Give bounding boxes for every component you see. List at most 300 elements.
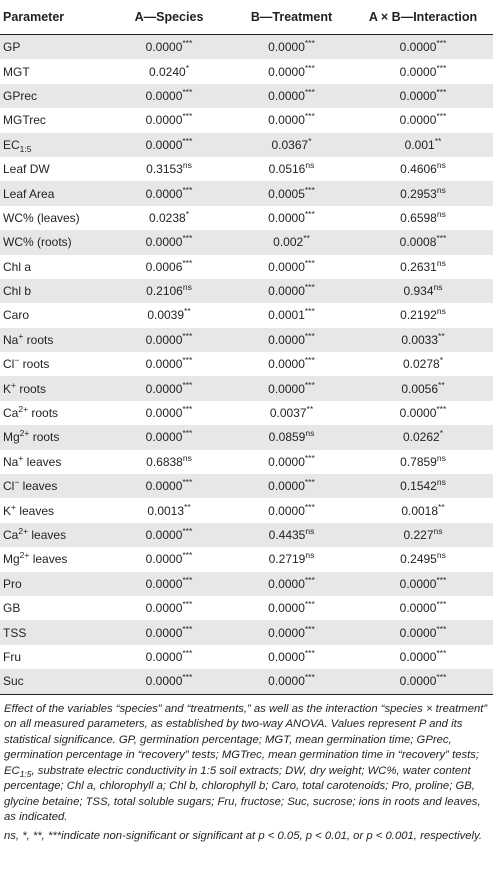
interaction-p-value-cell: [353, 376, 493, 400]
treatment-p-value-cell: [230, 133, 353, 157]
significance-mark: **: [438, 379, 445, 390]
species-p-value-cell: [108, 133, 230, 157]
ion-charge: 2+: [18, 526, 29, 536]
treatment-p-value-cell: [230, 401, 353, 425]
parameter-name: Fru: [3, 649, 21, 664]
significance-mark: ***: [182, 404, 193, 415]
species-p-value-cell: [108, 352, 230, 376]
table-row: [0, 620, 493, 644]
parameter-cell: [0, 108, 108, 132]
species-p-value: 0.0000: [145, 186, 183, 201]
significance-mark: ***: [182, 526, 193, 536]
significance-mark: **: [438, 501, 445, 512]
parameter-name: Na: [3, 454, 19, 469]
species-p-value-cell: [108, 255, 230, 279]
table-row: [0, 181, 493, 205]
footnote-text-2: , substrate electric conductivity in 1:5 soil extracts; DW, dry weight; WC%, water content percentage; Chl a, chlorophyll a; Chl b, chlorophyll b; Caro, total carotenoids; Pro, proline; GB, glycine betaine; TSS, total soluble sugars; Fru, fructose; Suc, sucrose; ions in roots and leaves, as indicated.: [4, 764, 481, 824]
treatment-p-value: 0.2719: [268, 552, 306, 567]
interaction-p-value: 0.0000: [399, 64, 437, 79]
table-row: [0, 669, 493, 693]
ion-charge: −: [14, 477, 20, 488]
species-p-value: 0.6838: [146, 454, 183, 469]
significance-mark: ns: [436, 160, 446, 171]
interaction-p-value-cell: [353, 35, 493, 60]
ion-charge: +: [11, 501, 16, 512]
footnote-description: [4, 702, 489, 826]
parameter-cell: [0, 450, 108, 474]
interaction-p-value: 0.0000: [399, 576, 437, 591]
significance-mark: ***: [304, 501, 315, 512]
parameter-cell: [0, 401, 108, 425]
parameter-name: GPrec: [3, 88, 38, 103]
parameter-name: Na: [3, 332, 19, 347]
parameter-name: Cl: [3, 357, 15, 372]
table-body: [0, 35, 493, 694]
significance-mark: ns: [436, 306, 446, 317]
significance-mark: ***: [304, 647, 315, 658]
significance-mark: ***: [436, 86, 447, 97]
significance-mark: ***: [436, 111, 447, 122]
significance-mark: **: [434, 135, 442, 146]
treatment-p-value: 0.0000: [268, 479, 305, 494]
significance-mark: ns: [182, 160, 192, 171]
footnote-text-1: Effect of the variables “species” and “treatments,” as well as the interaction “species × treatment” on all measured parameters, as established by two-way ANOVA. Values represent P and its statistical significance. GP, germination percentage; MGT, mean germination time; GPrec, germination percentage in “recovery” tests; MGTrec, mean germination time in “recovery” tests; EC: [4, 702, 488, 777]
species-p-value: 0.0039: [147, 308, 185, 323]
significance-mark: ns: [182, 452, 192, 463]
significance-mark: ***: [304, 257, 315, 268]
interaction-p-value-cell: [353, 59, 493, 83]
species-p-value-cell: [108, 157, 230, 181]
interaction-p-value: 0.0056: [401, 381, 439, 396]
table-row: [0, 157, 493, 181]
parameter-name: Pro: [3, 576, 22, 591]
table-row: [0, 279, 493, 303]
table-row: [0, 450, 493, 474]
treatment-p-value: 0.0859: [268, 430, 306, 445]
treatment-p-value-cell: [230, 84, 353, 108]
species-p-value: 0.0000: [145, 625, 183, 640]
significance-mark: ns: [436, 208, 446, 219]
significance-mark: ***: [182, 574, 193, 585]
significance-mark: ***: [304, 672, 315, 683]
significance-mark: *: [439, 428, 443, 439]
treatment-p-value: 0.0037: [269, 406, 307, 421]
species-p-value: 0.0000: [145, 576, 183, 591]
interaction-p-value-cell: [353, 572, 493, 596]
significance-mark: ns: [305, 428, 315, 439]
treatment-p-value-cell: [230, 620, 353, 644]
treatment-p-value-cell: [230, 547, 353, 571]
table-row: [0, 108, 493, 132]
parameter-cell: [0, 230, 108, 254]
table-row: [0, 230, 493, 254]
species-p-value: 0.0000: [145, 528, 183, 542]
interaction-p-value: 0.0000: [399, 625, 437, 640]
significance-mark: **: [184, 306, 191, 317]
significance-mark: ***: [436, 574, 447, 585]
species-p-value-cell: [108, 279, 230, 303]
treatment-p-value: 0.0000: [268, 674, 305, 689]
parameter-name: Mg: [3, 430, 20, 445]
parameter-name: K: [3, 503, 12, 518]
ion-charge: +: [18, 452, 24, 463]
significance-mark: ns: [305, 550, 315, 561]
interaction-p-value-cell: [353, 498, 493, 522]
parameter-cell: [0, 279, 108, 303]
treatment-p-value: 0.4435: [268, 528, 306, 542]
significance-mark: ***: [436, 404, 447, 415]
interaction-p-value: 0.2631: [400, 259, 437, 274]
treatment-p-value: 0.0005: [268, 186, 305, 201]
significance-mark: *: [439, 355, 443, 366]
treatment-p-value-cell: [230, 523, 353, 547]
parameter-suffix: leaves: [28, 528, 67, 542]
table-row: [0, 376, 493, 400]
footnote-ec-subscript: 1:5: [19, 768, 32, 779]
interaction-p-value: 0.0000: [399, 88, 437, 103]
parameter-cell: [0, 572, 108, 596]
treatment-p-value-cell: [230, 645, 353, 669]
interaction-p-value-cell: [353, 620, 493, 644]
interaction-p-value-cell: [353, 523, 493, 547]
significance-mark: ***: [304, 452, 315, 463]
parameter-suffix: roots: [23, 332, 54, 347]
species-p-value: 0.0000: [145, 357, 183, 372]
treatment-p-value-cell: [230, 328, 353, 352]
species-p-value-cell: [108, 596, 230, 620]
parameter-name: Chl b: [3, 284, 32, 299]
interaction-p-value: 0.0000: [399, 674, 437, 689]
treatment-p-value-cell: [230, 596, 353, 620]
significance-mark: ***: [182, 233, 193, 244]
treatment-p-value: 0.002: [273, 235, 304, 250]
significance-mark: ns: [433, 282, 443, 293]
significance-mark: ***: [304, 306, 315, 317]
parameter-cell: [0, 157, 108, 181]
significance-mark: ***: [304, 62, 315, 73]
interaction-p-value: 0.0000: [399, 40, 437, 55]
significance-mark: ns: [436, 452, 446, 463]
species-p-value: 0.0000: [145, 674, 183, 689]
parameter-cell: [0, 645, 108, 669]
header-parameter: Parameter: [0, 0, 108, 35]
treatment-p-value: 0.0000: [268, 88, 305, 103]
species-p-value-cell: [108, 35, 230, 60]
interaction-p-value: 0.0018: [401, 503, 439, 518]
significance-mark: ***: [304, 599, 315, 610]
species-p-value: 0.0006: [145, 259, 183, 274]
table-row: [0, 596, 493, 620]
interaction-p-value: 0.2192: [400, 308, 437, 323]
significance-mark: ***: [436, 623, 447, 634]
species-p-value: 0.0238: [148, 210, 186, 225]
parameter-name: Ca: [3, 528, 19, 542]
header-species: A—Species: [108, 0, 230, 35]
treatment-p-value-cell: [230, 59, 353, 83]
treatment-p-value-cell: [230, 181, 353, 205]
species-p-value-cell: [108, 669, 230, 693]
significance-mark: ***: [182, 38, 193, 49]
species-p-value: 0.0000: [145, 40, 183, 55]
significance-mark: *: [185, 62, 189, 73]
species-p-value-cell: [108, 303, 230, 327]
significance-mark: ***: [436, 62, 447, 73]
species-p-value: 0.2106: [146, 284, 183, 299]
significance-mark: ***: [182, 184, 193, 195]
interaction-p-value: 0.0000: [399, 406, 437, 421]
significance-mark: ***: [182, 135, 193, 146]
table-row: [0, 523, 493, 547]
treatment-p-value-cell: [230, 279, 353, 303]
interaction-p-value: 0.0000: [399, 601, 437, 616]
interaction-p-value-cell: [353, 230, 493, 254]
significance-mark: ***: [304, 330, 315, 341]
parameter-suffix: roots: [28, 406, 59, 421]
significance-mark: ns: [182, 282, 192, 293]
species-p-value: 0.0000: [145, 381, 183, 396]
significance-mark: ***: [182, 111, 193, 122]
significance-mark: ***: [182, 672, 193, 683]
interaction-p-value-cell: [353, 206, 493, 230]
significance-mark: *: [308, 135, 312, 146]
ion-charge: 2+: [19, 428, 30, 439]
interaction-p-value-cell: [353, 279, 493, 303]
parameter-subscript: 1:5: [19, 143, 32, 154]
interaction-p-value: 0.4606: [400, 162, 437, 177]
treatment-p-value-cell: [230, 157, 353, 181]
species-p-value: 0.0000: [145, 113, 183, 128]
significance-mark: ***: [304, 184, 315, 195]
species-p-value-cell: [108, 328, 230, 352]
table-row: [0, 352, 493, 376]
species-p-value: 0.0240: [148, 64, 186, 79]
parameter-name: Leaf Area: [3, 186, 55, 201]
significance-mark: ***: [304, 623, 315, 634]
significance-mark: ***: [436, 647, 447, 658]
significance-mark: ns: [436, 184, 446, 195]
parameter-name: MGTrec: [3, 113, 46, 128]
treatment-p-value-cell: [230, 206, 353, 230]
table-row: [0, 255, 493, 279]
interaction-p-value-cell: [353, 157, 493, 181]
species-p-value-cell: [108, 376, 230, 400]
treatment-p-value: 0.0000: [268, 649, 305, 664]
parameter-suffix: roots: [19, 357, 50, 372]
interaction-p-value: 0.934: [403, 284, 434, 299]
significance-mark: ***: [304, 355, 315, 366]
treatment-p-value: 0.0000: [268, 284, 305, 299]
parameter-cell: [0, 84, 108, 108]
interaction-p-value: 0.2495: [400, 552, 437, 567]
header-treatment: B—Treatment: [230, 0, 353, 35]
parameter-cell: [0, 425, 108, 449]
treatment-p-value: 0.0000: [268, 210, 305, 225]
species-p-value: 0.0000: [145, 137, 183, 152]
parameter-cell: [0, 523, 108, 547]
treatment-p-value-cell: [230, 230, 353, 254]
table-footnote: [0, 694, 493, 845]
parameter-name: EC: [3, 137, 20, 152]
parameter-cell: [0, 620, 108, 644]
species-p-value: 0.0000: [145, 332, 183, 347]
interaction-p-value-cell: [353, 328, 493, 352]
parameter-cell: [0, 206, 108, 230]
species-p-value: 0.0000: [145, 235, 183, 250]
treatment-p-value-cell: [230, 352, 353, 376]
significance-symbols: ns, *, **, ***: [4, 829, 62, 842]
interaction-p-value: 0.0262: [402, 430, 440, 445]
significance-mark: ***: [436, 672, 447, 683]
ion-charge: −: [14, 355, 20, 366]
interaction-p-value-cell: [353, 352, 493, 376]
significance-mark: ***: [182, 477, 193, 488]
table-row: [0, 84, 493, 108]
parameter-suffix: leaves: [23, 454, 62, 469]
interaction-p-value: 0.001: [404, 137, 435, 152]
significance-mark: ***: [182, 257, 193, 268]
significance-mark: ns: [305, 160, 315, 171]
interaction-p-value: 0.0008: [399, 235, 437, 250]
treatment-p-value-cell: [230, 35, 353, 60]
treatment-p-value-cell: [230, 376, 353, 400]
parameter-cell: [0, 596, 108, 620]
parameter-name: WC% (leaves): [3, 210, 80, 225]
treatment-p-value-cell: [230, 303, 353, 327]
interaction-p-value-cell: [353, 547, 493, 571]
interaction-p-value-cell: [353, 645, 493, 669]
significance-mark: ***: [436, 599, 447, 610]
footnote-significance: [4, 829, 489, 845]
treatment-p-value-cell: [230, 108, 353, 132]
table-row: [0, 59, 493, 83]
interaction-p-value: 0.0033: [401, 332, 439, 347]
significance-mark: ns: [433, 526, 443, 536]
treatment-p-value: 0.0000: [268, 576, 305, 591]
significance-mark: *: [185, 208, 189, 219]
parameter-name: K: [3, 381, 12, 396]
ion-charge: +: [11, 379, 16, 390]
interaction-p-value: 0.0278: [402, 357, 440, 372]
interaction-p-value: 0.0000: [399, 649, 437, 664]
species-p-value-cell: [108, 450, 230, 474]
species-p-value: 0.0000: [145, 88, 183, 103]
treatment-p-value: 0.0000: [268, 113, 305, 128]
parameter-cell: [0, 181, 108, 205]
species-p-value-cell: [108, 230, 230, 254]
parameter-name: Cl: [3, 479, 15, 494]
interaction-p-value-cell: [353, 255, 493, 279]
species-p-value: 0.0000: [145, 601, 183, 616]
species-p-value: 0.0013: [147, 503, 185, 518]
significance-text: indicate non-significant or significant at p < 0.05, p < 0.01, or p < 0.001, respectively.: [61, 829, 483, 842]
interaction-p-value: 0.2953: [400, 186, 437, 201]
parameter-name: Ca: [3, 406, 19, 421]
table-row: [0, 303, 493, 327]
table-row: [0, 645, 493, 669]
parameter-cell: [0, 328, 108, 352]
interaction-p-value-cell: [353, 474, 493, 498]
parameter-cell: [0, 255, 108, 279]
parameter-suffix: leaves: [19, 479, 58, 494]
significance-mark: ns: [436, 550, 446, 561]
parameter-suffix: roots: [29, 430, 60, 445]
table-row: [0, 206, 493, 230]
parameter-name: Caro: [3, 308, 30, 323]
ion-charge: 2+: [19, 550, 30, 561]
treatment-p-value-cell: [230, 255, 353, 279]
parameter-cell: [0, 669, 108, 693]
significance-mark: ns: [305, 526, 315, 536]
significance-mark: ***: [436, 38, 447, 49]
parameter-name: GP: [3, 40, 21, 55]
parameter-cell: [0, 133, 108, 157]
significance-mark: **: [303, 233, 310, 244]
parameter-name: MGT: [3, 64, 30, 79]
significance-mark: ***: [304, 477, 315, 488]
parameter-name: WC% (roots): [3, 235, 72, 250]
species-p-value-cell: [108, 206, 230, 230]
treatment-p-value-cell: [230, 669, 353, 693]
species-p-value-cell: [108, 401, 230, 425]
species-p-value: 0.0000: [145, 649, 183, 664]
parameter-cell: [0, 474, 108, 498]
parameter-name: GB: [3, 601, 21, 616]
significance-mark: ***: [182, 599, 193, 610]
parameter-cell: [0, 547, 108, 571]
interaction-p-value-cell: [353, 108, 493, 132]
interaction-p-value-cell: [353, 133, 493, 157]
significance-mark: **: [306, 404, 314, 415]
interaction-p-value-cell: [353, 669, 493, 693]
treatment-p-value: 0.0000: [268, 332, 305, 347]
significance-mark: ***: [304, 208, 315, 219]
species-p-value-cell: [108, 620, 230, 644]
species-p-value: 0.0000: [145, 430, 183, 445]
treatment-p-value: 0.0000: [268, 259, 305, 274]
parameter-suffix: leaves: [29, 552, 68, 567]
significance-mark: ***: [304, 574, 315, 585]
table-row: [0, 133, 493, 157]
interaction-p-value: 0.227: [403, 528, 434, 542]
parameter-name: TSS: [3, 625, 27, 640]
species-p-value: 0.0000: [145, 552, 183, 567]
interaction-p-value: 0.1542: [400, 479, 437, 494]
treatment-p-value: 0.0000: [268, 40, 305, 55]
significance-mark: **: [184, 501, 191, 512]
table-row: [0, 572, 493, 596]
significance-mark: ***: [304, 38, 315, 49]
interaction-p-value: 0.7859: [400, 454, 437, 469]
species-p-value-cell: [108, 84, 230, 108]
significance-mark: ns: [436, 257, 446, 268]
header-interaction: A × B—Interaction: [353, 0, 493, 35]
table-row: [0, 498, 493, 522]
significance-mark: ns: [436, 477, 446, 488]
species-p-value: 0.3153: [146, 162, 183, 177]
header-row: [0, 0, 493, 35]
species-p-value-cell: [108, 474, 230, 498]
table-row: [0, 328, 493, 352]
treatment-p-value: 0.0000: [268, 357, 305, 372]
table-row: [0, 401, 493, 425]
significance-mark: ***: [304, 111, 315, 122]
significance-mark: ***: [182, 428, 193, 439]
significance-mark: ***: [304, 282, 315, 293]
interaction-p-value-cell: [353, 596, 493, 620]
parameter-name: Leaf DW: [3, 162, 50, 177]
interaction-p-value-cell: [353, 450, 493, 474]
interaction-p-value: 0.6598: [400, 210, 437, 225]
